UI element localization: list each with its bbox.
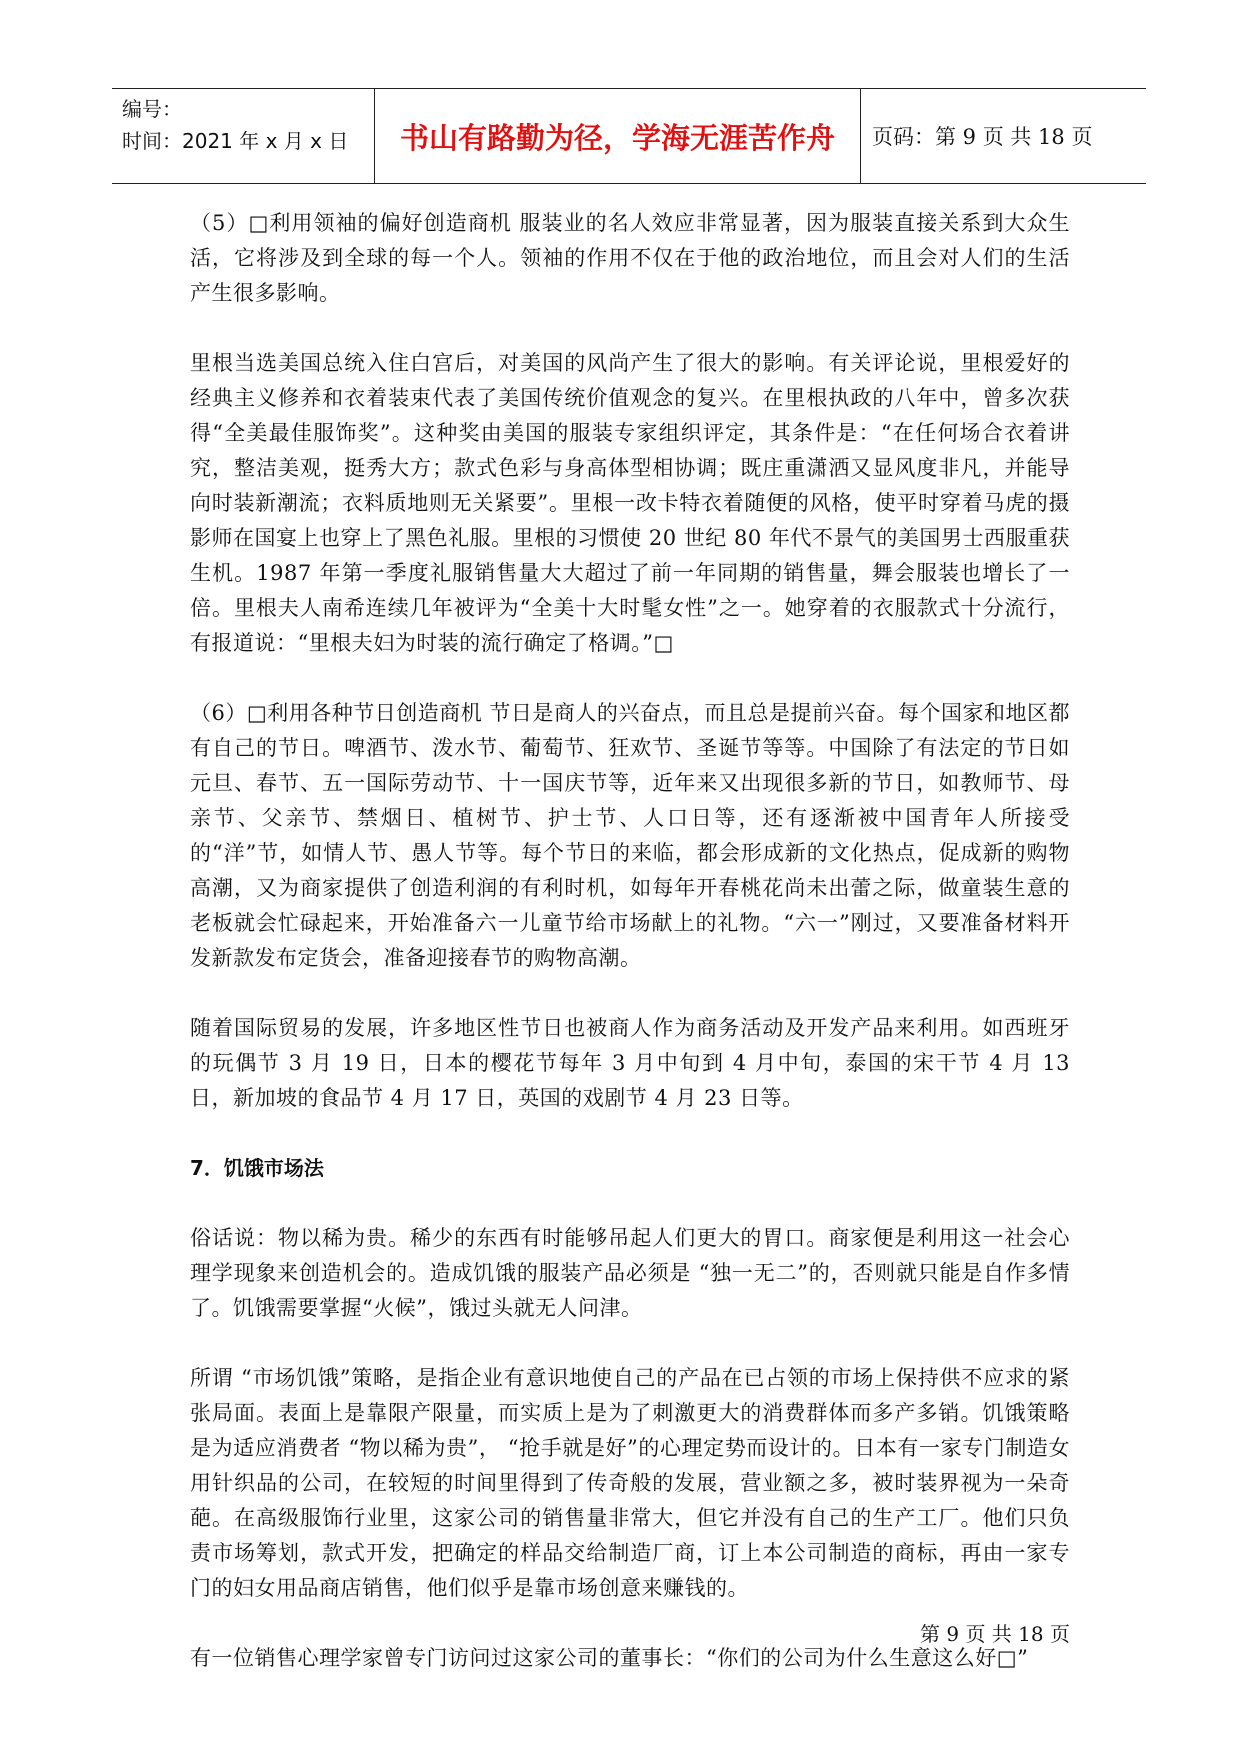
paragraph-scarcity: 俗话说：物以稀为贵。稀少的东西有时能够吊起人们更大的胃口。商家便是利用这一社会心理学现象来创造机会的。造成饥饿的服装产品必须是 “独一无二”的，否则就只能是自作多情了。饥饿需要掌握“火候”，饿过头就无人问津。: [190, 1226, 1070, 1320]
section-heading-hunger-marketing: 7．饥饿市场法: [190, 1156, 324, 1180]
paragraph-leader-preference: （5）□利用领袖的偏好创造商机 服装业的名人效应非常显著，因为服装直接关系到大众生活，它将涉及到全球的每一个人。领袖的作用不仅在于他的政治地位，而且会对人们的生活产生很多影响。: [190, 211, 1070, 305]
header-meta: [122, 93, 392, 157]
document-date-label: 时间：2021 年 x 月 x 日: [122, 129, 349, 153]
document-number-label: 编号：: [122, 97, 182, 121]
document-body: [190, 206, 1070, 1676]
page-header: [112, 88, 1146, 184]
paragraph-reagan: 里根当选美国总统入住白宫后，对美国的风尚产生了很大的影响。有关评论说，里根爱好的经典主义修养和衣着装束代表了美国传统价值观念的复兴。在里根执政的八年中，曾多次获得“全美最佳服饰奖”。这种奖由美国的服装专家组织评定，其条件是：“在任何场合衣着讲究，整洁美观，挺秀大方；款式色彩与身高体型相协调；既庄重潇洒又显风度非凡，并能导向时装新潮流；衣料质地则无关紧要”。里根一改卡特衣着随便的风格，使平时穿着马虎的摄影师在国宴上也穿上了黑色礼服。里根的习惯使 20 世纪 80 年代不景气的美国男士西服重获生机。1987 年第一季度礼服销售量大大超过了前一年同期的销售量，舞会服装也增长了一倍。里根夫人南希连续几年被评为“全美十大时髦女性”之一。她穿着的衣服款式十分流行，有报道说：“里根夫妇为时装的流行确定了格调。”□: [190, 351, 1070, 655]
paragraph-market-hunger-strategy: 所谓 “市场饥饿”策略，是指企业有意识地使自己的产品在已占领的市场上保持供不应求的紧张局面。表面上是靠限产限量，而实质上是为了刺激更大的消费群体而多产多销。饥饿策略是为适应消费者 “物以稀为贵”， “抢手就是好”的心理定势而设计的。日本有一家专门制造女用针织品的公司，在较短的时间里得到了传奇般的发展，营业额之多，被时装界视为一朵奇葩。在高级服饰行业里，这家公司的销售量非常大，但它并没有自己的生产工厂。他们只负责市场筹划，款式开发，把确定的样品交给制造厂商，订上本公司制造的商标，再由一家专门的妇女用品商店销售，他们似乎是靠市场创意来赚钱的。: [190, 1366, 1070, 1600]
paragraph-international-festivals: 随着国际贸易的发展，许多地区性节日也被商人作为商务活动及开发产品来利用。如西班牙的玩偶节 3 月 19 日，日本的樱花节每年 3 月中旬到 4 月中旬，泰国的宋干节 4 月 13 日，新加坡的食品节 4 月 17 日，英国的戏剧节 4 月 23 日等。: [190, 1016, 1070, 1110]
paragraph-festivals: （6）□利用各种节日创造商机 节日是商人的兴奋点，而且总是提前兴奋。每个国家和地区都有自己的节日。啤酒节、泼水节、葡萄节、狂欢节、圣诞节等等。中国除了有法定的节日如元旦、春节、五一国际劳动节、十一国庆节等，近年来又出现很多新的节日，如教师节、母亲节、父亲节、禁烟日、植树节、护士节、人口日等，还有逐渐被中国青年人所接受的“洋”节，如情人节、愚人节等。每个节日的来临，都会形成新的文化热点，促成新的购物高潮，又为商家提供了创造利润的有利时机，如每年开春桃花尚未出蕾之际，做童装生意的老板就会忙碌起来，开始准备六一儿童节给市场献上的礼物。“六一”刚过，又要准备材料开发新款发布定货会，准备迎接春节的购物高潮。: [190, 701, 1070, 970]
page-footer: 第 9 页 共 18 页: [920, 1622, 1070, 1646]
header-motto: 书山有路勤为径，学海无涯苦作舟: [374, 89, 861, 183]
header-page-label: 页码：第 9 页 共 18 页: [872, 125, 1093, 149]
paragraph-interview: 有一位销售心理学家曾专门访问过这家公司的董事长：“你们的公司为什么生意这么好□”: [190, 1646, 1029, 1670]
